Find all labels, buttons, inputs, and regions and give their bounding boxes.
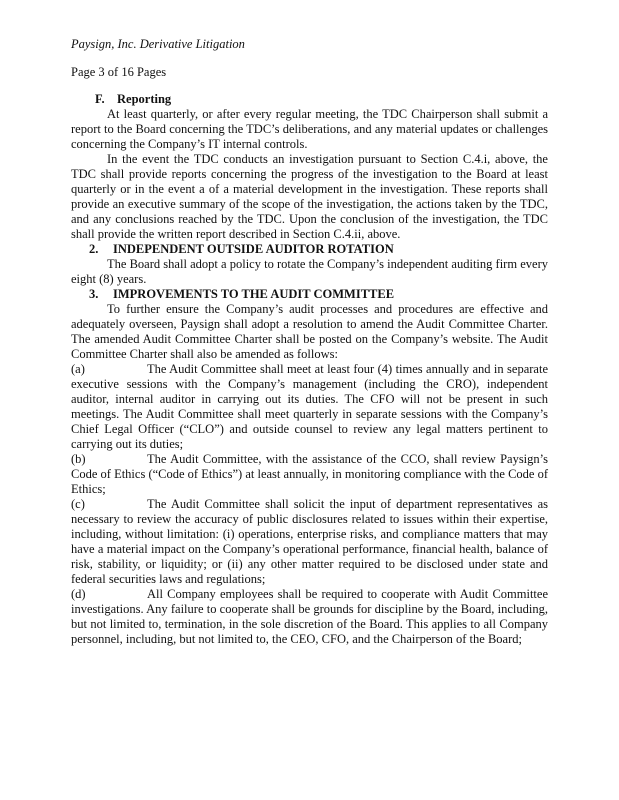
section-f-heading [71,92,548,107]
list-item-label: (b) [71,452,86,466]
list-item-label: (c) [71,497,85,511]
section-f-title: Reporting [117,92,172,106]
section-2-heading [71,242,548,257]
list-item-text: The Audit Committee shall meet at least four (4) times annually and in separate executive sessions with the Company’s management (including the CRO), independent auditor, internal auditor in carrying out its duties. The CFO will not be present in such meetings. The Audit Committee shall meet quarterly in separate sessions with the Company’s Chief Legal Officer (“CLO”) and outside counsel to review any legal matters pertinent to carrying out its duties; [71,362,548,451]
list-item-b [71,452,548,497]
list-item-c [71,497,548,587]
section-2-title: INDEPENDENT OUTSIDE AUDITOR ROTATION [113,242,394,256]
section-f-number: F. [95,92,105,106]
section-3-number: 3. [89,287,99,301]
reporting-paragraph-2: In the event the TDC conducts an investigation pursuant to Section C.4.i, above, the TDC shall provide reports concerning the progress of the investigation to the Board at least quarterly or in the event a of a material development in the investigation. These reports shall provide an executive summary of the scope of the investigation, the actions taken by the TDC, and any conclusions reached by the TDC. Upon the conclusion of the investigation, the TDC shall provide the written report described in Section C.4.ii, above. [71,152,548,241]
list-item-d [71,587,548,647]
list-item-text: All Company employees shall be required to cooperate with Audit Committee investigations. Any failure to cooperate shall be grounds for discipline by the Board, including, but not limited to, termination, in the sole discretion of the Board. This applies to all Company personnel, including, but not limited to, the CEO, CFO, and the Chairperson of the Board; [71,587,548,646]
page-number: Page 3 of 16 Pages [71,65,167,79]
document-title: Paysign, Inc. Derivative Litigation [71,37,245,51]
list-item-a [71,362,548,452]
audit-committee-intro: To further ensure the Company’s audit processes and procedures are effective and adequately overseen, Paysign shall adopt a resolution to amend the Audit Committee Charter. The amended Audit Committee Charter shall be posted on the Company’s website. The Audit Committee Charter shall also be amended as follows: [71,302,548,361]
list-item-label: (a) [71,362,85,376]
auditor-rotation-paragraph: The Board shall adopt a policy to rotate the Company’s independent auditing firm every eight (8) years. [71,257,548,286]
section-3-title: IMPROVEMENTS TO THE AUDIT COMMITTEE [113,287,395,301]
list-item-label: (d) [71,587,86,601]
section-3-heading [71,287,548,302]
list-item-text: The Audit Committee shall solicit the input of department representatives as necessary to review the accuracy of public disclosures related to issues within their expertise, including, without limitation: (i) operations, enterprise risks, and compliance matters that may have a material impact on the Company’s operational performance, financial health, balance of risk, stability, or liquidity; or (ii) any other matter required to be disclosed under state and federal securities laws and regulations; [71,497,548,586]
document-body [71,92,548,647]
list-item-text: The Audit Committee, with the assistance of the CCO, shall review Paysign’s Code of Ethics (“Code of Ethics”) at least annually, in monitoring compliance with the Code of Ethics; [71,452,548,496]
section-2-number: 2. [89,242,99,256]
reporting-paragraph-1: At least quarterly, or after every regular meeting, the TDC Chairperson shall submit a report to the Board concerning the TDC’s deliberations, and any material updates or challenges concerning the Company’s IT internal controls. [71,107,548,151]
